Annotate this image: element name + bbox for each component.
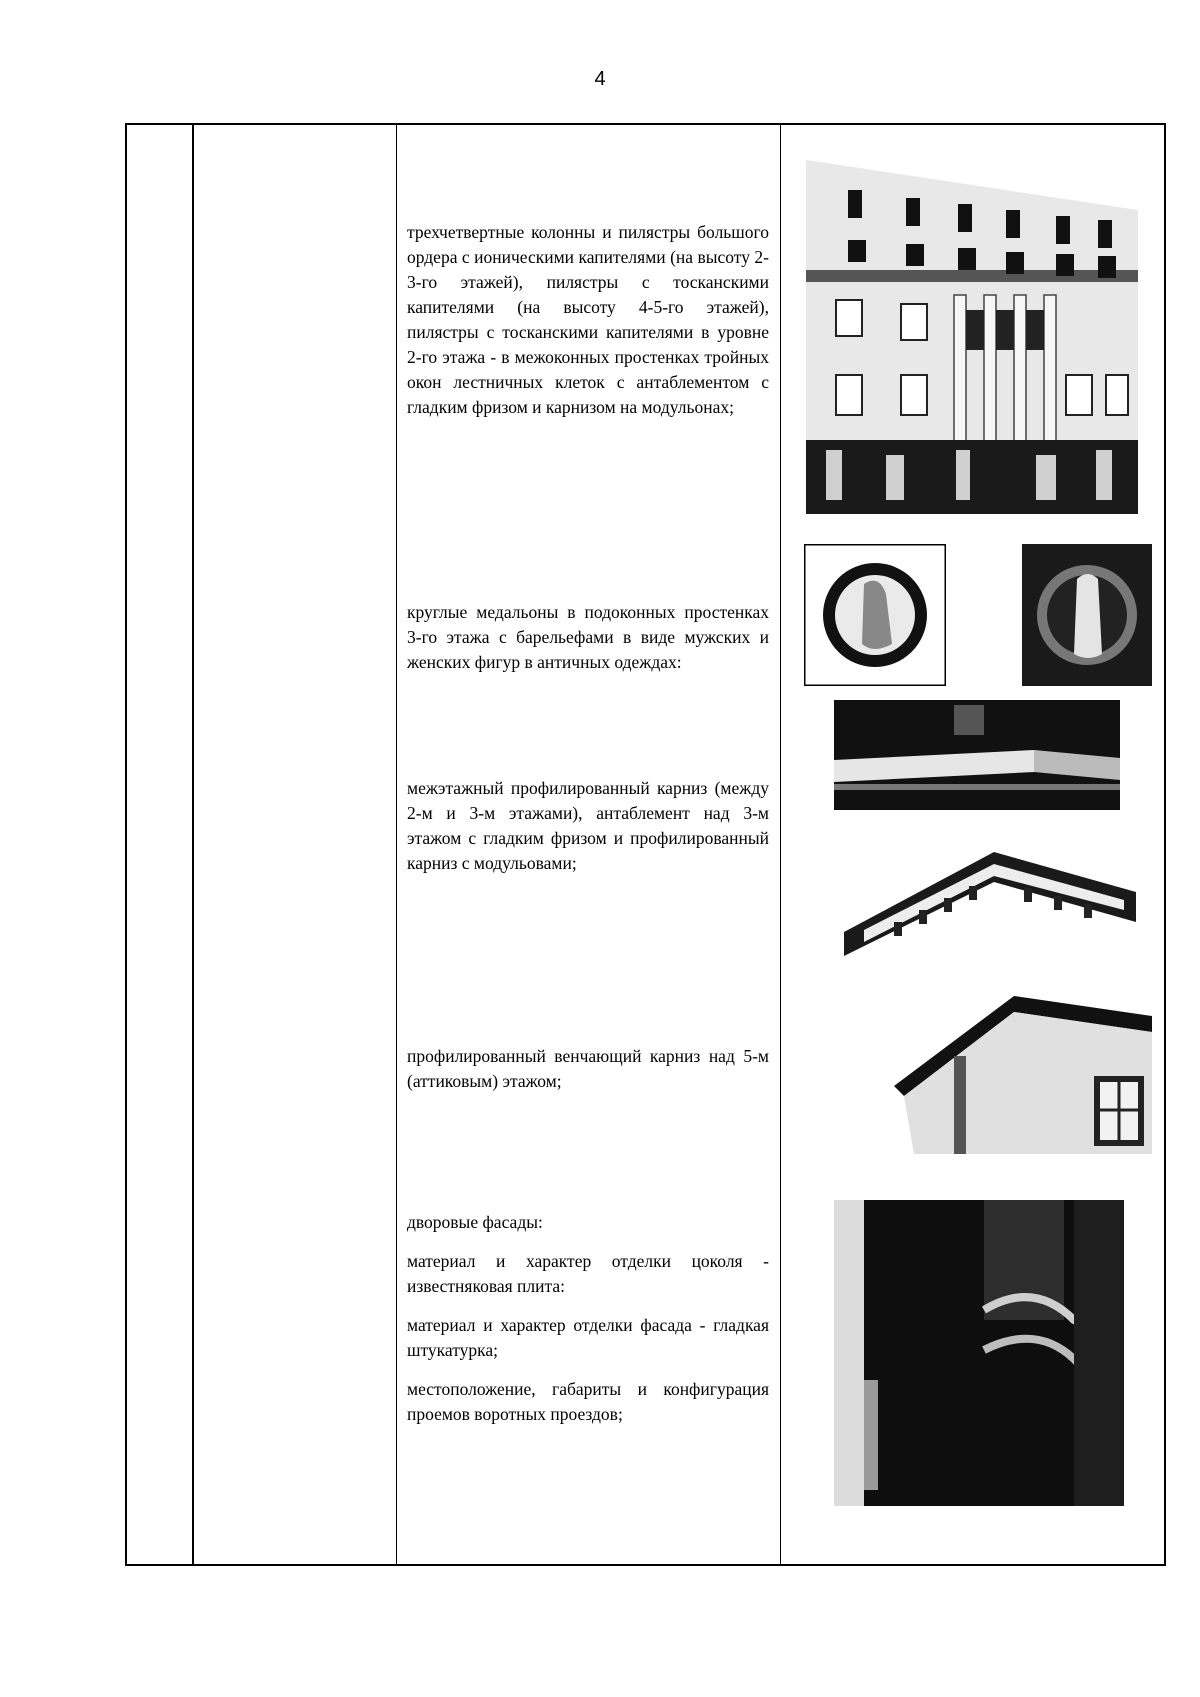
table-bottom-border [125, 1564, 1166, 1566]
courtyard-plinth: материал и характер отделки цоколя - известняковая плита: [407, 1251, 769, 1296]
text-courtyard-facades [407, 1210, 769, 1441]
text-crowning-cornice: профилированный венчающий карниз над 5-м (аттиковым) этажом; [407, 1046, 769, 1091]
text-colonnade: трехчетвертные колонны и пилястры большого ордера с ионическими капителями (на высоту 2-3-го этажей), пилястры с тосканскими капителями (на высоту 4-5-го этажей), пилястры с тосканскими капителями в уровне 2-го этажа - в межоконных простенках тройных окон лестничных клеток с антаблементом с гладким фризом и карнизом на модульонах; [407, 222, 769, 417]
column-divider-3 [780, 123, 781, 1566]
medallion-female-photo [1022, 544, 1152, 686]
table-left-border [125, 123, 127, 1566]
courtyard-photo [834, 1200, 1124, 1506]
table-top-border [125, 123, 1166, 125]
page-number: 4 [594, 68, 606, 90]
column-divider-2 [396, 123, 397, 1566]
courtyard-finish: материал и характер отделки фасада - гладкая штукатурка; [407, 1315, 769, 1360]
table-right-border [1164, 123, 1166, 1566]
interfloor-cornice-photo [834, 700, 1120, 810]
text-cornice: межэтажный профилированный карниз (между 2-м и 3-м этажами), антаблемент над 3-м этажом с гладким фризом и профилированный карниз с модульовами; [407, 778, 769, 873]
courtyard-heading: дворовые фасады: [407, 1212, 543, 1232]
entablature-photo [824, 822, 1136, 956]
courtyard-gates: местоположение, габариты и конфигурация проемов воротных проездов; [407, 1379, 769, 1424]
medallion-male-photo [804, 544, 946, 686]
text-medallions: круглые медальоны в подоконных простенках 3-го этажа с барельефами в виде мужских и женских фигур в античных одеждах: [407, 602, 769, 672]
column-divider-1 [192, 123, 194, 1566]
crowning-cornice-photo [894, 996, 1152, 1154]
facade-photo [806, 150, 1138, 514]
